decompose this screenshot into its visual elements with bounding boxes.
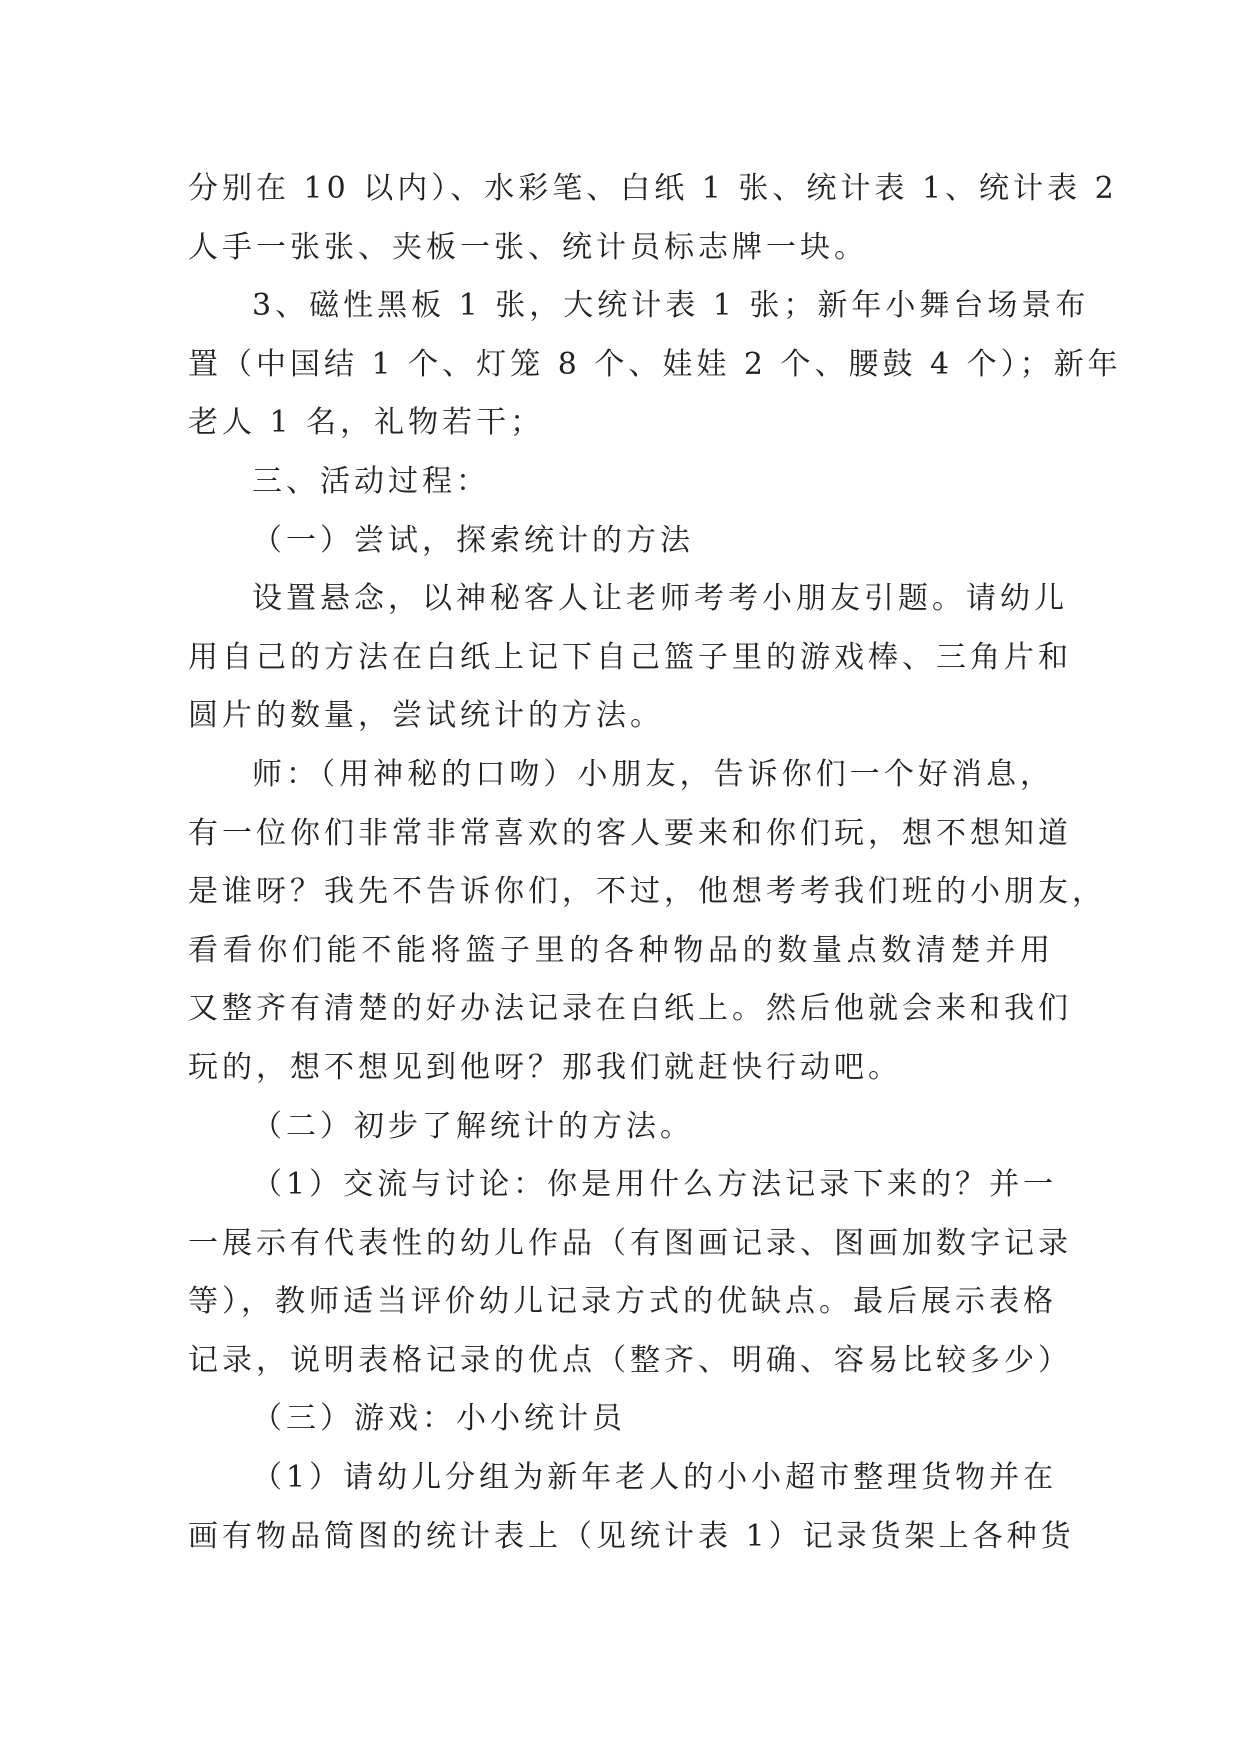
text-line: 师：（用神秘的口吻）小朋友，告诉你们一个好消息，	[252, 756, 1054, 792]
text-line: （一）尝试，探索统计的方法	[252, 522, 694, 558]
text-line: 记录，说明表格记录的优点（整齐、明确、容易比较多少）	[188, 1342, 1072, 1378]
text-line: 老人 1 名，礼物若干；	[188, 405, 545, 441]
text-line: 看看你们能不能将篮子里的各种物品的数量点数清楚并用	[188, 932, 1054, 968]
text-line: （二）初步了解统计的方法。	[252, 1108, 694, 1144]
document-body	[188, 160, 1122, 1566]
text-line: 三、活动过程：	[252, 463, 490, 499]
text-line: 等），教师适当评价幼儿记录方式的优缺点。最后展示表格	[188, 1284, 1057, 1320]
text-line: 设置悬念，以神秘客人让老师考考小朋友引题。请幼儿	[252, 581, 1068, 617]
text-line: 用自己的方法在白纸上记下自己篮子里的游戏棒、三角片和	[188, 639, 1072, 675]
text-line: 玩的，想不想见到他呀？那我们就赶快行动吧。	[188, 1049, 902, 1085]
text-line: （1）交流与讨论：你是用什么方法记录下来的？并一	[252, 1167, 1058, 1203]
text-line: 圆片的数量，尝试统计的方法。	[188, 698, 664, 734]
text-line: 置（中国结 1 个、灯笼 8 个、娃娃 2 个、腰鼓 4 个）；新年	[188, 346, 1122, 382]
text-line: 3、磁性黑板 1 张，大统计表 1 张；新年小舞台场景布	[252, 288, 1090, 324]
text-line: （1）请幼儿分组为新年老人的小小超市整理货物并在	[252, 1460, 1058, 1496]
text-line: 画有物品简图的统计表上（见统计表 1）记录货架上各种货	[188, 1518, 1075, 1554]
text-line: 有一位你们非常非常喜欢的客人要来和你们玩，想不想知道	[188, 815, 1072, 851]
text-line: 人手一张张、夹板一张、统计员标志牌一块。	[188, 229, 868, 265]
text-line: （三）游戏：小小统计员	[252, 1401, 626, 1437]
text-line: 又整齐有清楚的好办法记录在白纸上。然后他就会来和我们	[188, 991, 1072, 1027]
text-line: 分别在 10 以内）、水彩笔、白纸 1 张、统计表 1、统计表 2	[188, 171, 1118, 206]
text-line: 是谁呀？我先不告诉你们，不过，他想考考我们班的小朋友，	[188, 874, 1106, 910]
text-line: 一展示有代表性的幼儿作品（有图画记录、图画加数字记录	[188, 1225, 1072, 1261]
